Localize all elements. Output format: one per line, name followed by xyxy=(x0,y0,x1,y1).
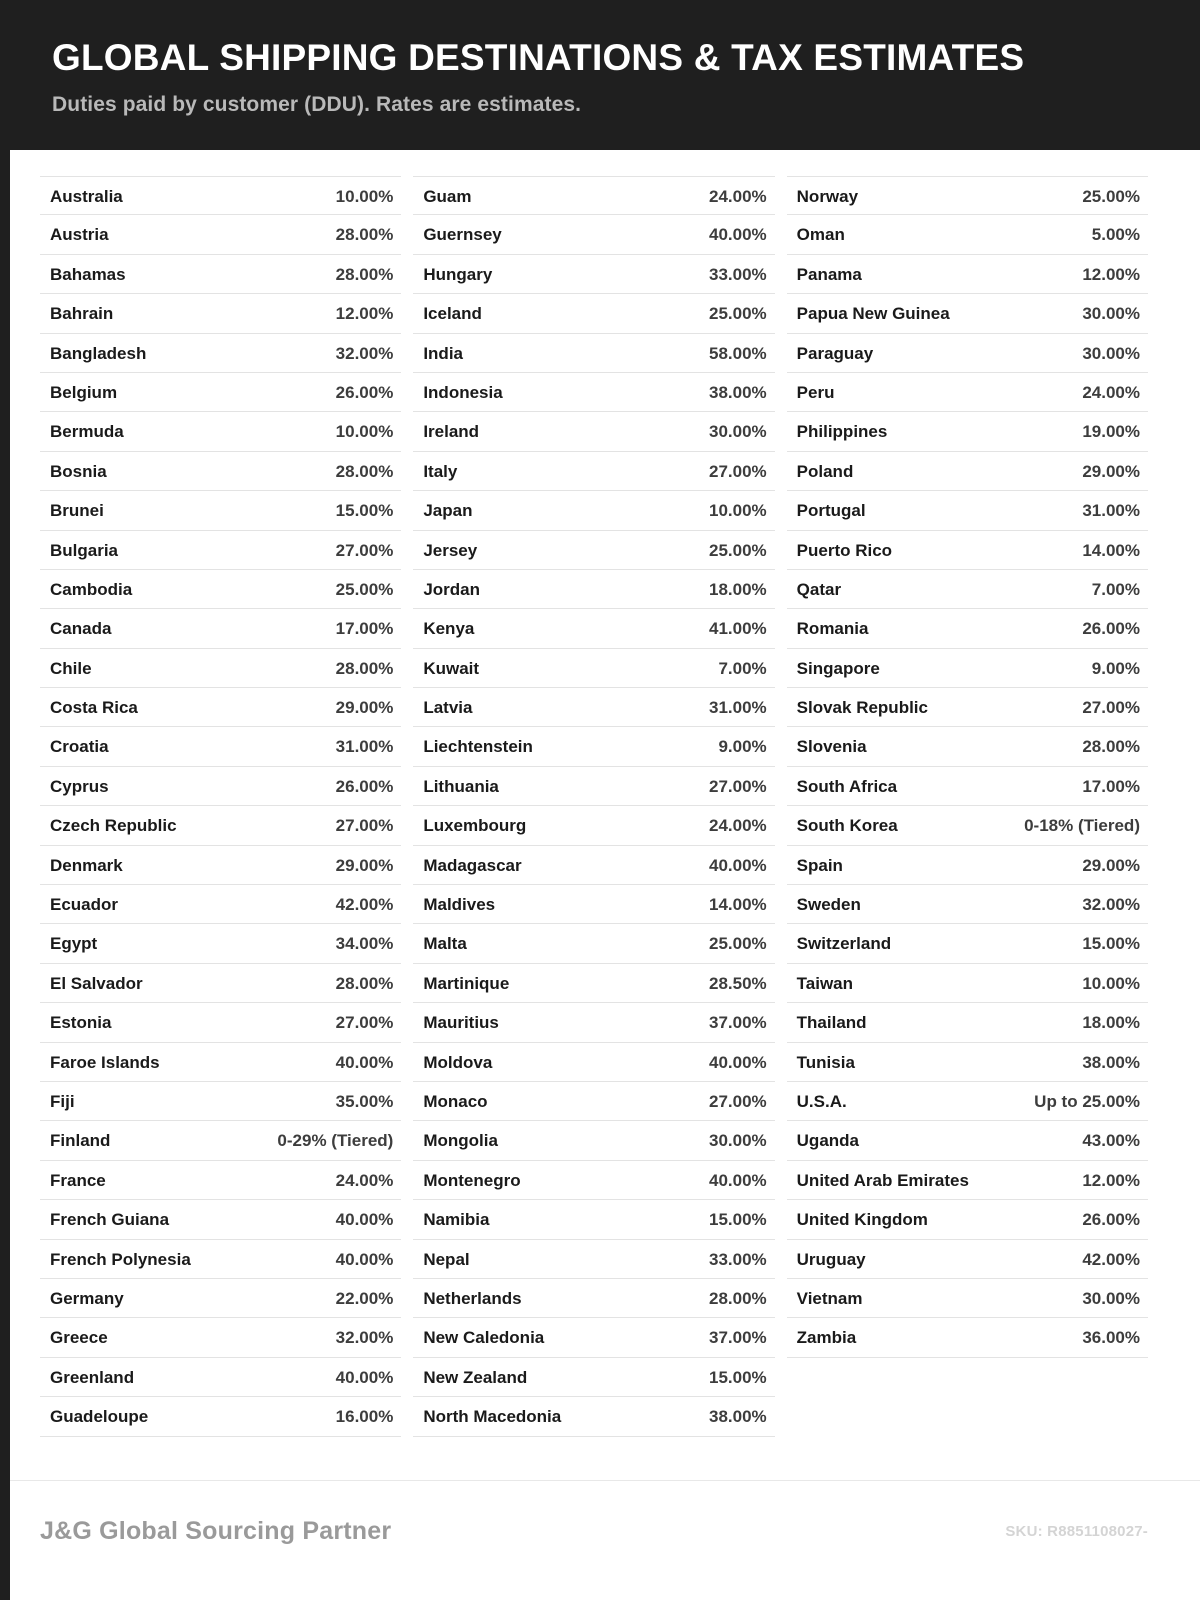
table-row xyxy=(787,1043,1148,1082)
country-name: Greece xyxy=(50,1328,108,1348)
page-title: GLOBAL SHIPPING DESTINATIONS & TAX ESTIMATES xyxy=(52,37,1025,78)
country-name: Germany xyxy=(50,1288,124,1308)
country-name: Papua New Guinea xyxy=(796,304,950,324)
country-name: Vietnam xyxy=(796,1288,863,1308)
tax-rate-value: 32.00% xyxy=(335,1328,394,1348)
table-row xyxy=(787,294,1148,333)
table-row xyxy=(787,570,1148,609)
country-name: Sweden xyxy=(796,895,861,915)
tax-rate-value: 25.00% xyxy=(708,540,767,560)
country-name: Netherlands xyxy=(423,1288,522,1308)
country-name: Zambia xyxy=(796,1328,857,1348)
tax-rate-value: 10.00% xyxy=(335,422,394,442)
country-name: Denmark xyxy=(50,855,123,875)
country-name: United Arab Emirates xyxy=(796,1170,969,1190)
page-subtitle: Duties paid by customer (DDU). Rates are estimates. xyxy=(52,92,582,116)
tax-rate-value: 43.00% xyxy=(1082,1131,1140,1151)
tax-rate-value: 40.00% xyxy=(708,855,767,875)
tax-rate-value: 27.00% xyxy=(335,1013,394,1033)
tax-rate-value: 30.00% xyxy=(1082,343,1140,363)
rates-column-3 xyxy=(787,176,1148,1358)
page-header xyxy=(10,0,1200,150)
sku-label: SKU: R8851108027- xyxy=(1005,1523,1148,1540)
country-name: France xyxy=(50,1170,106,1190)
country-name: North Macedonia xyxy=(423,1407,562,1427)
country-name: Italy xyxy=(423,461,458,481)
country-name: Cyprus xyxy=(50,776,109,796)
country-name: Moldova xyxy=(423,1052,493,1072)
country-name: Singapore xyxy=(796,658,880,678)
table-row xyxy=(787,1240,1148,1279)
table-row xyxy=(413,1279,774,1318)
table-row xyxy=(787,1279,1148,1318)
tax-rate-value: 37.00% xyxy=(708,1328,767,1348)
tax-rate-value: 26.00% xyxy=(335,776,394,796)
tax-rate-value: 41.00% xyxy=(708,619,767,639)
country-name: Belgium xyxy=(50,382,118,402)
tax-rate-value: 28.00% xyxy=(1082,737,1140,757)
country-name: United Kingdom xyxy=(796,1210,928,1230)
country-name: New Caledonia xyxy=(423,1328,545,1348)
country-name: Oman xyxy=(796,225,845,245)
table-row xyxy=(40,452,401,491)
country-name: Czech Republic xyxy=(50,816,177,836)
country-name: Estonia xyxy=(50,1013,112,1033)
country-name: Switzerland xyxy=(796,934,892,954)
table-row xyxy=(787,727,1148,766)
table-row xyxy=(40,334,401,373)
tax-rate-value: 24.00% xyxy=(335,1170,394,1190)
table-row xyxy=(413,1003,774,1042)
country-name: Philippines xyxy=(796,422,888,442)
table-row xyxy=(40,176,401,215)
tax-rate-value: 30.00% xyxy=(708,422,767,442)
country-name: Mongolia xyxy=(423,1131,498,1151)
tax-rate-value: 28.00% xyxy=(708,1288,767,1308)
country-name: Maldives xyxy=(423,895,496,915)
country-name: Bermuda xyxy=(50,422,124,442)
tax-rate-value: 26.00% xyxy=(335,382,394,402)
tax-rate-value: 34.00% xyxy=(335,934,394,954)
country-name: India xyxy=(423,343,463,363)
country-name: Chile xyxy=(50,658,92,678)
table-row xyxy=(413,964,774,1003)
tax-rate-value: 12.00% xyxy=(1082,264,1140,284)
table-row xyxy=(413,1161,774,1200)
table-row xyxy=(413,1318,774,1357)
table-row xyxy=(413,1082,774,1121)
country-name: Uganda xyxy=(796,1131,859,1151)
tax-rate-value: 17.00% xyxy=(1082,776,1140,796)
table-row xyxy=(787,1003,1148,1042)
table-row xyxy=(413,924,774,963)
country-name: Madagascar xyxy=(423,855,522,875)
tax-rate-value: 28.00% xyxy=(335,973,394,993)
country-name: Spain xyxy=(796,855,843,875)
table-row xyxy=(413,176,774,215)
tax-rate-value: 36.00% xyxy=(1082,1328,1140,1348)
country-name: Croatia xyxy=(50,737,109,757)
country-name: Latvia xyxy=(423,698,473,718)
table-row xyxy=(787,1082,1148,1121)
tax-rate-value: 33.00% xyxy=(708,264,767,284)
tax-rate-value: 40.00% xyxy=(335,1249,394,1269)
table-row xyxy=(413,1240,774,1279)
tax-rate-value: 12.00% xyxy=(335,304,394,324)
tax-rate-value: 40.00% xyxy=(335,1367,394,1387)
brand-label: J&G Global Sourcing Partner xyxy=(40,1517,392,1545)
country-name: South Africa xyxy=(796,776,898,796)
table-row xyxy=(787,412,1148,451)
table-row xyxy=(40,767,401,806)
country-name: Ecuador xyxy=(50,895,119,915)
tax-rate-value: 32.00% xyxy=(335,343,394,363)
country-name: Bahamas xyxy=(50,264,126,284)
table-row xyxy=(787,1161,1148,1200)
table-row xyxy=(787,176,1148,215)
country-name: Bosnia xyxy=(50,461,107,481)
country-name: Fiji xyxy=(50,1091,75,1111)
country-name: Slovenia xyxy=(796,737,867,757)
country-name: Slovak Republic xyxy=(796,698,928,718)
tax-rate-value: 38.00% xyxy=(708,382,767,402)
tax-rate-value: 40.00% xyxy=(708,1052,767,1072)
tax-rate-value: 42.00% xyxy=(1082,1249,1140,1269)
tax-rate-value: 0-18% (Tiered) xyxy=(1024,816,1140,836)
table-row xyxy=(40,1003,401,1042)
table-row xyxy=(40,885,401,924)
country-name: Uruguay xyxy=(796,1249,866,1269)
table-row xyxy=(40,688,401,727)
tax-rate-value: 18.00% xyxy=(1082,1013,1140,1033)
table-row xyxy=(40,1279,401,1318)
tax-rate-value: 29.00% xyxy=(1082,855,1140,875)
country-name: Guadeloupe xyxy=(50,1407,149,1427)
table-row xyxy=(40,924,401,963)
country-name: Jordan xyxy=(423,579,481,599)
tax-rate-value: 32.00% xyxy=(1082,895,1140,915)
country-name: Bangladesh xyxy=(50,343,147,363)
country-name: Peru xyxy=(796,382,835,402)
country-name: Egypt xyxy=(50,934,98,954)
table-row xyxy=(413,412,774,451)
tax-rate-value: 31.00% xyxy=(335,737,394,757)
table-row xyxy=(413,215,774,254)
country-name: Thailand xyxy=(796,1013,867,1033)
tax-rate-value: 29.00% xyxy=(1082,461,1140,481)
table-row xyxy=(40,846,401,885)
tax-rate-value: 9.00% xyxy=(1091,658,1140,678)
tax-rate-value: 16.00% xyxy=(335,1407,394,1427)
table-row xyxy=(40,1082,401,1121)
tax-rate-value: 37.00% xyxy=(708,1013,767,1033)
table-row xyxy=(40,294,401,333)
table-row xyxy=(787,688,1148,727)
country-name: Malta xyxy=(423,934,467,954)
tax-rate-value: 15.00% xyxy=(335,501,394,521)
table-row xyxy=(787,531,1148,570)
tax-rate-value: 28.00% xyxy=(335,225,394,245)
table-row xyxy=(787,373,1148,412)
tax-rate-value: 28.00% xyxy=(335,658,394,678)
table-row xyxy=(413,1043,774,1082)
tax-rate-value: 40.00% xyxy=(708,225,767,245)
country-name: South Korea xyxy=(796,816,898,836)
table-row xyxy=(787,964,1148,1003)
country-name: Luxembourg xyxy=(423,816,527,836)
table-row xyxy=(40,964,401,1003)
table-row xyxy=(413,531,774,570)
country-name: Portugal xyxy=(796,501,866,521)
tax-rate-value: 28.00% xyxy=(335,461,394,481)
country-name: U.S.A. xyxy=(796,1091,847,1111)
table-row xyxy=(40,1121,401,1160)
country-name: Guernsey xyxy=(423,225,502,245)
tax-rate-value: 18.00% xyxy=(708,579,767,599)
country-name: Montenegro xyxy=(423,1170,521,1190)
country-name: Austria xyxy=(50,225,109,245)
country-name: Greenland xyxy=(50,1367,135,1387)
table-row xyxy=(40,1358,401,1397)
tax-rate-value: 27.00% xyxy=(708,776,767,796)
table-row xyxy=(787,1121,1148,1160)
table-row xyxy=(40,491,401,530)
country-name: Brunei xyxy=(50,501,104,521)
table-row xyxy=(40,570,401,609)
tax-rate-value: 25.00% xyxy=(708,304,767,324)
country-name: Panama xyxy=(796,264,862,284)
table-row xyxy=(40,649,401,688)
tax-rate-value: 25.00% xyxy=(335,579,394,599)
country-name: Iceland xyxy=(423,304,482,324)
tax-rate-value: 25.00% xyxy=(708,934,767,954)
table-row xyxy=(40,806,401,845)
tax-rate-value: 27.00% xyxy=(708,461,767,481)
country-name: Indonesia xyxy=(423,382,503,402)
table-row xyxy=(413,1121,774,1160)
table-row xyxy=(787,1318,1148,1357)
table-row xyxy=(413,491,774,530)
country-name: Bahrain xyxy=(50,304,114,324)
table-row xyxy=(40,727,401,766)
table-row xyxy=(787,846,1148,885)
table-row xyxy=(413,255,774,294)
country-name: Finland xyxy=(50,1131,111,1151)
rates-columns xyxy=(10,150,1200,1437)
table-row xyxy=(40,1200,401,1239)
country-name: Ireland xyxy=(423,422,480,442)
tax-rate-value: 27.00% xyxy=(335,816,394,836)
tax-rate-value: Up to 25.00% xyxy=(1034,1091,1140,1111)
table-row xyxy=(413,373,774,412)
country-name: Taiwan xyxy=(796,973,854,993)
country-name: Faroe Islands xyxy=(50,1052,160,1072)
country-name: Kenya xyxy=(423,619,475,639)
table-row xyxy=(413,1200,774,1239)
table-row xyxy=(413,452,774,491)
table-row xyxy=(413,1397,774,1436)
table-row xyxy=(413,846,774,885)
tax-rate-value: 26.00% xyxy=(1082,619,1140,639)
tax-rate-value: 28.50% xyxy=(708,973,767,993)
table-row xyxy=(413,806,774,845)
country-name: Paraguay xyxy=(796,343,874,363)
country-name: Australia xyxy=(50,187,123,206)
tax-rate-value: 40.00% xyxy=(335,1052,394,1072)
tax-rate-value: 7.00% xyxy=(718,658,767,678)
tax-rate-value: 24.00% xyxy=(708,816,767,836)
table-row xyxy=(40,373,401,412)
tax-rate-value: 27.00% xyxy=(335,540,394,560)
country-name: Namibia xyxy=(423,1210,490,1230)
tax-rate-value: 12.00% xyxy=(1082,1170,1140,1190)
table-row xyxy=(40,609,401,648)
tax-rate-value: 25.00% xyxy=(1082,187,1140,206)
country-name: Qatar xyxy=(796,579,842,599)
country-name: Puerto Rico xyxy=(796,540,893,560)
tax-rate-value: 24.00% xyxy=(708,187,767,206)
tax-rate-value: 24.00% xyxy=(1082,382,1140,402)
tax-rate-value: 15.00% xyxy=(708,1367,767,1387)
country-name: French Polynesia xyxy=(50,1249,191,1269)
table-row xyxy=(40,1240,401,1279)
table-row xyxy=(413,688,774,727)
country-name: French Guiana xyxy=(50,1210,170,1230)
table-row xyxy=(40,255,401,294)
table-row xyxy=(787,255,1148,294)
tax-rate-value: 31.00% xyxy=(1082,501,1140,521)
tax-rate-value: 35.00% xyxy=(335,1091,394,1111)
table-row xyxy=(413,1358,774,1397)
tax-rate-value: 30.00% xyxy=(1082,1288,1140,1308)
table-row xyxy=(40,412,401,451)
tax-rate-value: 30.00% xyxy=(708,1131,767,1151)
tax-rate-value: 26.00% xyxy=(1082,1210,1140,1230)
tax-rate-value: 14.00% xyxy=(1082,540,1140,560)
table-row xyxy=(40,215,401,254)
tax-rate-value: 58.00% xyxy=(708,343,767,363)
tax-rate-value: 33.00% xyxy=(708,1249,767,1269)
table-row xyxy=(787,215,1148,254)
table-row xyxy=(787,1200,1148,1239)
tax-rate-value: 30.00% xyxy=(1082,304,1140,324)
table-row xyxy=(40,1043,401,1082)
table-row xyxy=(787,649,1148,688)
table-row xyxy=(40,1318,401,1357)
tax-rate-value: 19.00% xyxy=(1082,422,1140,442)
tax-rate-value: 5.00% xyxy=(1091,225,1140,245)
table-row xyxy=(787,452,1148,491)
table-row xyxy=(413,727,774,766)
tax-rate-value: 9.00% xyxy=(718,737,767,757)
country-name: Nepal xyxy=(423,1249,470,1269)
table-row xyxy=(40,1397,401,1436)
country-name: Romania xyxy=(796,619,869,639)
tax-rate-value: 15.00% xyxy=(708,1210,767,1230)
country-name: Norway xyxy=(796,187,859,206)
country-name: Cambodia xyxy=(50,579,133,599)
country-name: El Salvador xyxy=(50,973,143,993)
country-name: Lithuania xyxy=(423,776,499,796)
table-row xyxy=(413,294,774,333)
tax-rate-value: 42.00% xyxy=(335,895,394,915)
tax-rate-value: 40.00% xyxy=(708,1170,767,1190)
country-name: Kuwait xyxy=(423,658,480,678)
page-footer xyxy=(10,1480,1200,1600)
country-name: Canada xyxy=(50,619,112,639)
country-name: Costa Rica xyxy=(50,698,138,718)
rates-column-2 xyxy=(413,176,774,1437)
tax-rate-value: 31.00% xyxy=(708,698,767,718)
tax-rate-value: 15.00% xyxy=(1082,934,1140,954)
tax-rate-value: 29.00% xyxy=(335,698,394,718)
tax-rate-value: 28.00% xyxy=(335,264,394,284)
tax-rate-value: 29.00% xyxy=(335,855,394,875)
table-row xyxy=(413,649,774,688)
table-row xyxy=(40,531,401,570)
table-row xyxy=(787,334,1148,373)
tax-rate-value: 27.00% xyxy=(708,1091,767,1111)
tax-rate-value: 0-29% (Tiered) xyxy=(277,1131,394,1151)
country-name: Japan xyxy=(423,501,473,521)
country-name: Poland xyxy=(796,461,854,481)
table-row xyxy=(787,806,1148,845)
tax-rate-value: 40.00% xyxy=(335,1210,394,1230)
country-name: Monaco xyxy=(423,1091,488,1111)
country-name: Hungary xyxy=(423,264,493,284)
tax-rate-value: 10.00% xyxy=(335,187,394,206)
country-name: Liechtenstein xyxy=(423,737,533,757)
table-row xyxy=(787,885,1148,924)
tax-rate-value: 10.00% xyxy=(708,501,767,521)
tax-rate-value: 17.00% xyxy=(335,619,394,639)
table-row xyxy=(40,1161,401,1200)
table-row xyxy=(787,767,1148,806)
country-name: Bulgaria xyxy=(50,540,119,560)
tax-rate-value: 22.00% xyxy=(335,1288,394,1308)
tax-rate-value: 7.00% xyxy=(1091,579,1140,599)
country-name: Jersey xyxy=(423,540,478,560)
table-row xyxy=(413,609,774,648)
table-row xyxy=(787,491,1148,530)
table-row xyxy=(413,767,774,806)
country-name: New Zealand xyxy=(423,1367,528,1387)
tax-rate-value: 10.00% xyxy=(1082,973,1140,993)
table-row xyxy=(787,924,1148,963)
country-name: Guam xyxy=(423,187,472,206)
table-row xyxy=(413,570,774,609)
tax-rate-value: 38.00% xyxy=(708,1407,767,1427)
country-name: Tunisia xyxy=(796,1052,855,1072)
tax-rate-value: 27.00% xyxy=(1082,698,1140,718)
rates-column-1 xyxy=(40,176,401,1437)
tax-rate-value: 14.00% xyxy=(708,895,767,915)
table-row xyxy=(413,334,774,373)
table-row xyxy=(787,609,1148,648)
country-name: Martinique xyxy=(423,973,510,993)
country-name: Mauritius xyxy=(423,1013,499,1033)
tax-rate-value: 38.00% xyxy=(1082,1052,1140,1072)
table-row xyxy=(413,885,774,924)
